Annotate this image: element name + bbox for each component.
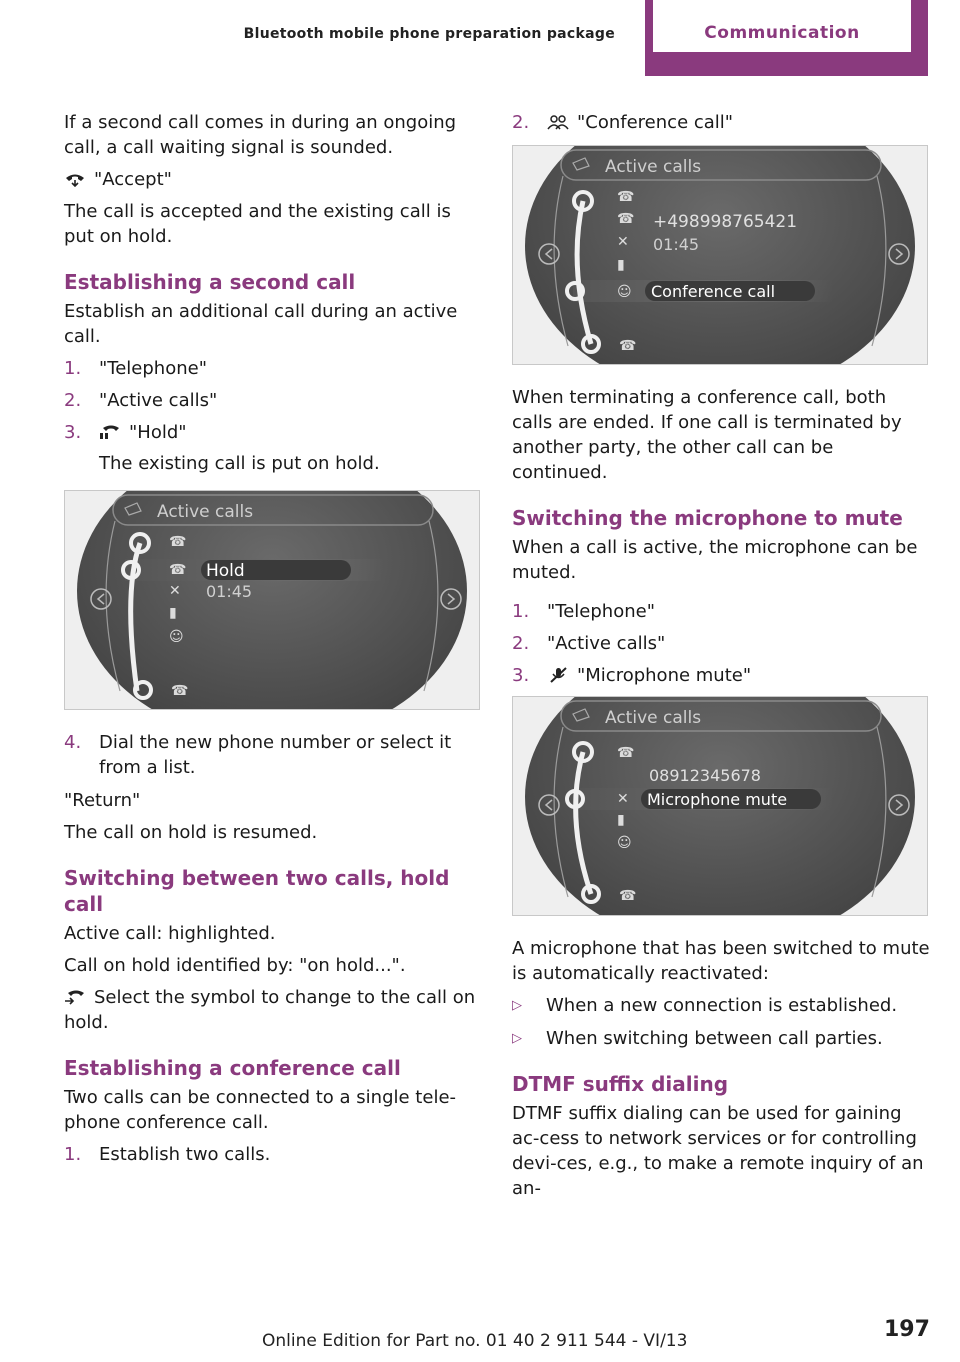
- step-text: "Active calls": [547, 633, 666, 654]
- screen-title: Active calls: [605, 157, 702, 177]
- conference-steps: [64, 1142, 484, 1167]
- step-number: 3.: [64, 422, 82, 443]
- list-item: [64, 1142, 484, 1167]
- accept-label: "Accept": [94, 169, 172, 190]
- return-description: The call on hold is resumed.: [64, 822, 318, 843]
- screen-mute-label: Microphone mute: [647, 790, 788, 809]
- switch-p3: Select the symbol to change to the call on hold.: [64, 987, 476, 1033]
- microphone-mute-icon: [547, 667, 569, 683]
- step-text: "Conference call": [577, 112, 734, 133]
- svg-text:✕: ✕: [617, 234, 629, 250]
- svg-text:☎: ☎: [169, 562, 187, 578]
- svg-text:☺: ☺: [617, 284, 632, 300]
- list-item: [512, 599, 932, 624]
- screen-conf-label: Conference call: [651, 282, 776, 301]
- footer-edition: Online Edition for Part no. 01 40 2 911 544 - VI/13: [262, 1331, 688, 1351]
- svg-text:☺: ☺: [169, 629, 184, 645]
- return-label: "Return": [64, 790, 141, 811]
- step-number: 3.: [512, 665, 530, 686]
- conference-intro: Two calls can be connected to a single tele‐phone conference call.: [64, 1087, 457, 1133]
- switch-p2: Call on hold identified by: "on hold...".: [64, 955, 406, 976]
- switch-p1: Active call: highlighted.: [64, 923, 276, 944]
- step-number: 1.: [512, 601, 530, 622]
- svg-text:☎: ☎: [619, 888, 637, 904]
- screen-mute-screenshot: [512, 696, 928, 916]
- step-text: "Hold": [129, 422, 187, 443]
- screen-conf-number: +498998765421: [653, 212, 798, 232]
- list-item: [64, 420, 484, 476]
- step-number: 1.: [64, 1144, 82, 1165]
- list-item: [64, 730, 484, 780]
- svg-text:☎: ☎: [617, 745, 635, 761]
- screen-hold-time: 01:45: [206, 582, 253, 601]
- list-item: [512, 663, 932, 688]
- list-item: [64, 356, 484, 381]
- list-item: [512, 631, 932, 656]
- svg-text:☺: ☺: [617, 835, 632, 851]
- step-subtext: The existing call is put on hold.: [99, 453, 380, 474]
- heading-mute: Switching the microphone to mute: [512, 506, 903, 530]
- page-number: 197: [884, 1317, 930, 1342]
- heading-dtmf: DTMF suffix dialing: [512, 1072, 729, 1096]
- chapter-tab: [645, 0, 928, 76]
- bullet-text: When a new connection is established.: [546, 995, 898, 1016]
- intro-paragraph: If a second call comes in during an ongoing call, a call waiting signal is sounded.: [64, 112, 457, 158]
- conference-end-paragraph: When terminating a conference call, both calls are ended. If one call is terminated by another party, the other call can be continued.: [512, 387, 902, 483]
- accept-call-icon: [64, 171, 86, 187]
- step-text: "Microphone mute": [577, 665, 752, 686]
- step-number: 2.: [64, 390, 82, 411]
- screen-hold-screenshot: [64, 490, 480, 710]
- accept-description: The call is accepted and the existing call is put on hold.: [64, 201, 451, 247]
- svg-text:▮: ▮: [617, 812, 625, 828]
- list-item: [512, 110, 932, 135]
- reactivate-bullets: [512, 993, 932, 1051]
- step-number: 2.: [512, 112, 530, 133]
- swap-call-icon: [64, 989, 86, 1005]
- accept-line: [64, 167, 484, 192]
- conference-steps-cont: [512, 110, 932, 135]
- second-call-steps-cont: [64, 730, 484, 780]
- heading-switch-calls: Switching between two calls, hold call: [64, 866, 450, 916]
- step-text: "Telephone": [99, 358, 207, 379]
- second-call-intro: Establish an additional call during an active call.: [64, 301, 458, 347]
- list-item: [512, 1026, 932, 1051]
- running-header: Bluetooth mobile phone preparation package: [243, 26, 615, 42]
- right-column: [512, 110, 932, 1208]
- screen-title: Active calls: [605, 708, 702, 728]
- heading-conference-call: Establishing a conference call: [64, 1056, 401, 1080]
- svg-text:✕: ✕: [617, 791, 629, 807]
- screen-mute-number: 08912345678: [649, 766, 761, 785]
- svg-text:☎: ☎: [617, 189, 635, 205]
- screen-conference-screenshot: [512, 145, 928, 365]
- mute-intro: When a call is active, the microphone can be muted.: [512, 537, 918, 583]
- step-text: "Telephone": [547, 601, 655, 622]
- reactivate-paragraph: A microphone that has been switched to mute is automatically reactivated:: [512, 938, 930, 984]
- svg-text:▮: ▮: [169, 605, 177, 621]
- screen-hold-label: Hold: [206, 561, 245, 581]
- bullet-text: When switching between call parties.: [546, 1028, 883, 1049]
- list-item: [64, 388, 484, 413]
- step-number: 4.: [64, 732, 82, 753]
- svg-text:☎: ☎: [169, 534, 187, 550]
- svg-text:☎: ☎: [619, 338, 637, 354]
- mute-steps: [512, 599, 932, 688]
- svg-text:☎: ☎: [171, 683, 189, 699]
- conference-call-icon: [547, 114, 569, 130]
- hold-call-icon: [99, 424, 121, 440]
- heading-second-call: Establishing a second call: [64, 270, 356, 294]
- step-number: 2.: [512, 633, 530, 654]
- second-call-steps: [64, 356, 484, 476]
- list-item: [512, 993, 932, 1018]
- svg-text:✕: ✕: [169, 583, 181, 599]
- svg-text:▮: ▮: [617, 257, 625, 273]
- screen-title: Active calls: [157, 502, 254, 522]
- svg-text:☎: ☎: [617, 211, 635, 227]
- chapter-tab-label: Communication: [704, 23, 860, 43]
- bullet-triangle-icon: ▷: [512, 1031, 522, 1046]
- step-text: Establish two calls.: [99, 1144, 271, 1165]
- dtmf-paragraph: DTMF suffix dialing can be used for gaining ac‐cess to network services or for controlling devi‐ces, e.g., to make a remote inquiry of an an‐: [512, 1103, 924, 1199]
- step-text: "Active calls": [99, 390, 218, 411]
- step-text: Dial the new phone number or select it from a list.: [99, 732, 452, 778]
- step-number: 1.: [64, 358, 82, 379]
- screen-conf-time: 01:45: [653, 235, 700, 254]
- bullet-triangle-icon: ▷: [512, 998, 522, 1013]
- left-column: [64, 110, 484, 1175]
- switch-p3-line: [64, 985, 484, 1035]
